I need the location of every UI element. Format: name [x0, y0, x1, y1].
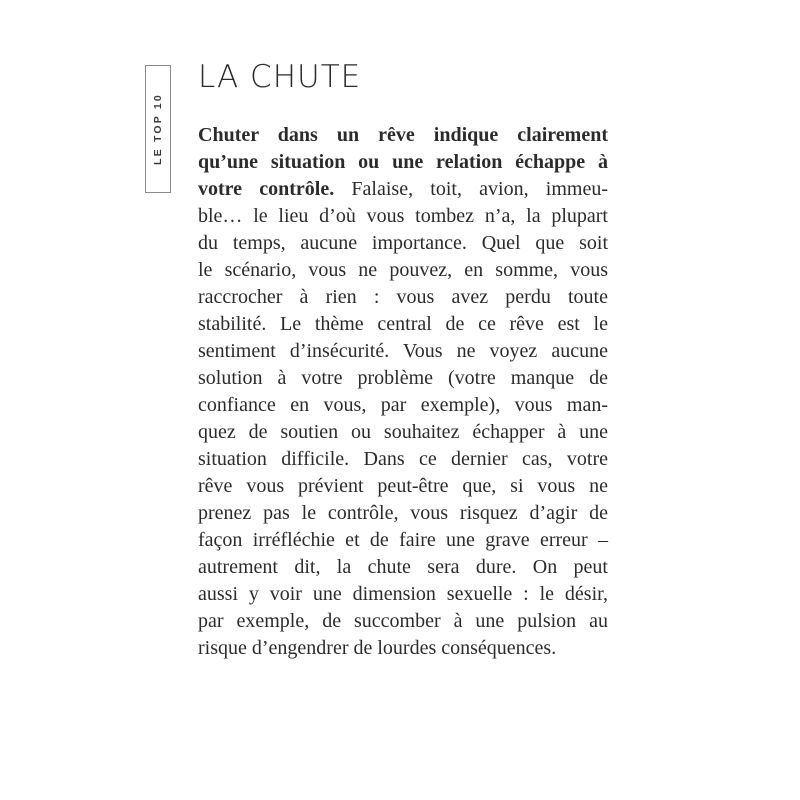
body-line: qu’une situation ou une relation échappe à: [198, 151, 608, 173]
body-paragraph: [198, 122, 608, 662]
body-line: situation difficile. Dans ce dernier cas, votre: [198, 448, 608, 470]
body-line: sentiment d’insécurité. Vous ne voyez aucune: [198, 340, 608, 362]
body-line-bold: votre contrôle.: [198, 178, 335, 200]
body-line: le scénario, vous ne pouvez, en somme, vous: [198, 259, 608, 281]
body-line: raccrocher à rien : vous avez perdu toute: [198, 286, 608, 308]
body-line: ble… le lieu d’où vous tombez n’a, la plupart: [198, 205, 608, 227]
body-line: par exemple, de succomber à une pulsion au: [198, 610, 608, 632]
section-tab-label: LE TOP 10: [152, 93, 164, 165]
body-line: façon irréfléchie et de faire une grave erreur –: [198, 529, 608, 551]
body-line: autrement dit, la chute sera dure. On peut: [198, 556, 608, 578]
body-line: confiance en vous, par exemple), vous man-: [198, 394, 608, 416]
body-line: du temps, aucune importance. Quel que soit: [198, 232, 608, 254]
body-line: quez de soutien ou souhaitez échapper à une: [198, 421, 608, 443]
body-line: stabilité. Le thème central de ce rêve est le: [198, 313, 608, 335]
body-line: Chuter dans un rêve indique clairement: [198, 124, 608, 146]
body-line: rêve vous prévient peut-être que, si vous ne: [198, 475, 608, 497]
body-line: solution à votre problème (votre manque de: [198, 367, 608, 389]
body-line: risque d’engendrer de lourdes conséquences.: [198, 637, 557, 659]
body-line-rest: Falaise, toit, avion, immeu-: [334, 178, 608, 200]
body-line: [198, 176, 608, 203]
page-title: LA CHUTE: [198, 59, 362, 95]
body-line: prenez pas le contrôle, vous risquez d’agir de: [198, 502, 608, 524]
body-line: aussi y voir une dimension sexuelle : le désir,: [198, 583, 608, 605]
section-tab: [145, 65, 171, 193]
